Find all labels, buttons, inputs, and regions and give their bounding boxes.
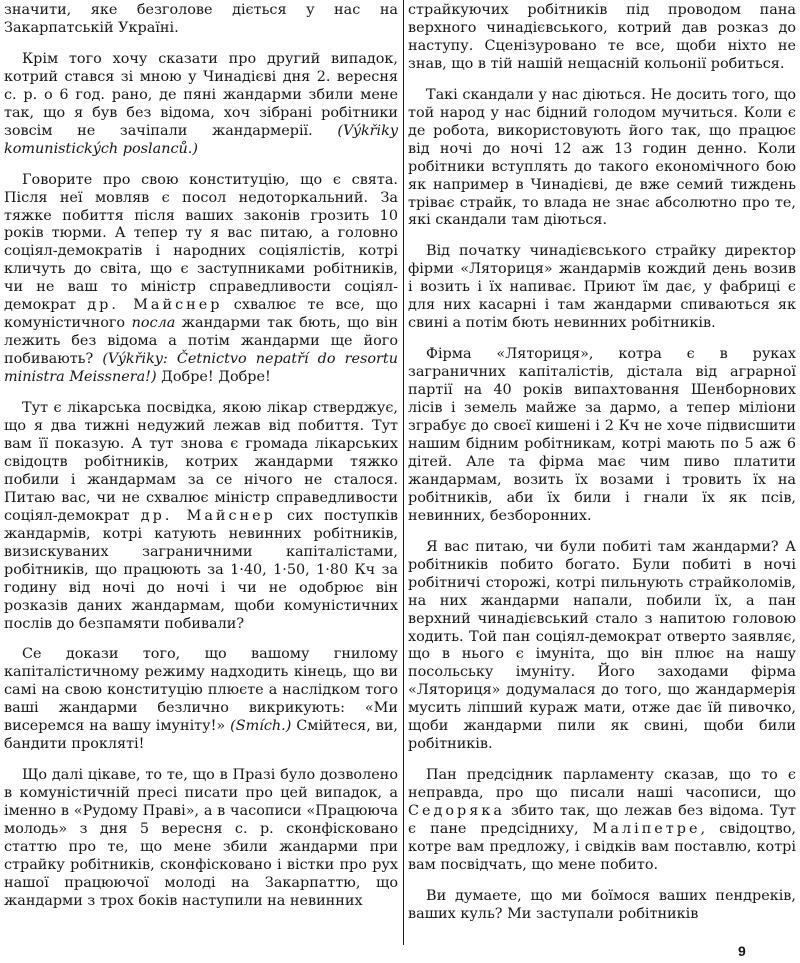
paragraph <box>408 87 796 231</box>
paragraph <box>4 646 398 754</box>
paragraph <box>408 346 796 526</box>
paragraph <box>408 243 796 333</box>
paragraph-text: схвалює те все, що комуністичного <box>4 297 398 332</box>
page-number: 9 <box>738 943 746 959</box>
interjection-text: (Výkřiky komunistických poslanců.) <box>4 122 398 157</box>
paragraph-text: Від початку чинадієвського страйку директор фірми «Ляториця» жандармів кождий день возив і возить і їх напиває. Приют їм дає, у фабриці є для них касарні і там жандарми спиваються як свині а потім бють невинних робітників. <box>408 243 796 332</box>
paragraph-text: Я вас питаю, чи були побиті там жандарми? А робітників побито богато. Були побиті в ночі робітничі сторожі, котрі пильнують страйколомів, на них жандарми напали, побили їх, а пан верхний чинадієвський стало з напитою головою ходить. Той пан соціял-демократ отверто заявляє, що в нього є імуніта, що він плює на нашу посольську імуніту. Його заходами фірма «Ляториця» додумалася до того, що жандармерія мусить ліпший кураж мати, отже дає їй пивочко, щоби жандарми пили як свині, щоби били робітників. <box>408 538 796 753</box>
spaced-name: др. Майснер <box>140 507 276 524</box>
paragraph-text: Пан предсідник парламенту сказав, що то є неправда, про що писали наші часописи, що <box>408 767 796 802</box>
paragraph <box>4 51 398 159</box>
paragraph-text: Що далі цікаве, то те, що в Празі було дозволено в комуністичній пресі писати про цей випадок, а іменно в «Рудому Праві», а в часописи «Працююча молодь» з дня 5 вересня с. р. сконфісковано статтю про те, що мене збили жандарми при страйку робітників, сконфісковано і вістки про рух нашої працюючої молоді на Закарпаттю, що жандарми з трох боків наступили на невинних <box>4 767 398 909</box>
right-column <box>408 2 796 937</box>
paragraph <box>4 767 398 911</box>
paragraph <box>408 539 796 754</box>
paragraph-text: сих поступків жандармів, котрі катують невинних робітників, визискуваних заграничними капіталістами, робітників, що працюють за 1·40, 1·50, 1·80 Кч за годину від ночі до ночі і чи не одобрює він розказів даних жандармам, щоби комуністичних послів до безпамяти побивали? <box>4 507 398 632</box>
spaced-name: Маліпетре <box>592 821 701 838</box>
paragraph <box>4 400 398 633</box>
paragraph-text: Тут є лікарська посвідка, якою лікар стверджує, що я два тижні недужий лежав від побиття. Тут вам її показую. А тут знова є громада лікарських свідоцтв робітників, котрих жандарми тяжко побили і жандармам за се нічого не сталося. Питаю вас, чи не схвалює міністр справедливости соціял-демократ <box>4 400 398 524</box>
column-divider <box>403 0 404 945</box>
paragraph-text: Ви думаете, що ми боїмося ваших пендреків, ваших куль? Ми заступали робітників <box>408 887 796 922</box>
paragraph-text: Се докази того, що вашому гнилому капіталістичному режиму надходить кінець, що ви самі на свою конституцію плюєте а наслідком того ваші жандарми безлично викрикують: «Ми висеремся на вашу імуніту!» <box>4 646 398 735</box>
paragraph-text: значити, яке безголове діється у нас на Закарпатській Україні. <box>4 2 398 36</box>
paragraph-text: жандарми так бють, що він лежить без відома а потім жандарми ще його побивають? <box>4 315 398 368</box>
paragraph-text: , свідоцтво, котре вам предложу, і свідків вам поставлю, котрі вам посвідчать, що мене побито. <box>408 821 797 873</box>
spaced-name: др. Майснер <box>87 297 223 314</box>
paragraph-text: Добре! Добре! <box>156 369 271 386</box>
paragraph-text: Крім того хочу сказати про другий випадок, котрий стався зі мною у Чинадієві дня 2. вересня с. р. о 6 год. рано, де пяні жандарми збили мене так, що я був без відома, хоч зібрані робітники зовсім не зачіпали жандармерії. <box>4 50 398 139</box>
paragraph-text: Говорите про свою конституцію, що є свята. Після неї мовляв є посол недоторкальний. За тяжке побиття після ваших законів грозить 10 років тюрми. А тепер ту я вас питаю, а головно соціял-демократів і народних соціялістів, котрі кличуть до світа, що є заступниками робітників, чи не ваш то міністр справедливости соціял-демократ <box>4 171 398 314</box>
paragraph-text: Смійтеся, ви, бандити прокляті! <box>4 718 398 753</box>
paragraph-text: Такі скандали у нас діються. Не досить того, що той народ у нас бідний голодом мучиться. Коли є де робота, використовують його так, що працює від ночі до ночі 12 аж 13 годин денно. Коли робітники вступлять до такого економічного бою як например в Чинадієві, де вже семий тиждень тріває страйк, то влада не знає абсолютно про те, які скандали там діються. <box>408 86 796 229</box>
paragraph-text: Фірма «Ляториця», котра є в руках заграничних капіталістів, дістала від аграрної партії на 40 років випахтовання Шенборнових лісів і земель майже за дармо, а тепер міліони зграбує до своєї кишені і 2 Кч не хоче підвисшити нашим бідним робітникам, котрі мають по 5 аж 6 дітей. Але та фірма має чим пиво платити жандармам, возить їх возами і тровить їх на робітників, аби їх били і гнали їх як псів, невинних, безборонних. <box>408 346 796 524</box>
paragraph-text: збито так, що лежав без відома. Тут є пане предсідниху, <box>408 803 796 838</box>
paragraph <box>408 767 796 875</box>
paragraph <box>408 2 796 74</box>
spaced-name: Седоряка <box>408 803 505 820</box>
interjection-text: (Smích.) <box>230 718 292 735</box>
paragraph-text: страйкуючих робітників під проводом пана верхного чинадієвського, котрий дав розказ до наступу. Сценізуровано те все, щоби ніхто не знав, що в тій нашій нещасній кольонії робиться. <box>408 2 796 72</box>
paragraph <box>4 172 398 387</box>
emphasis-text: посла <box>131 315 176 332</box>
interjection-text: (Výkřiky: Četnictvo nepatří do resortu ministra Meissnera!) <box>4 351 398 386</box>
left-column <box>4 2 398 924</box>
paragraph <box>4 2 398 38</box>
paragraph <box>408 888 796 924</box>
